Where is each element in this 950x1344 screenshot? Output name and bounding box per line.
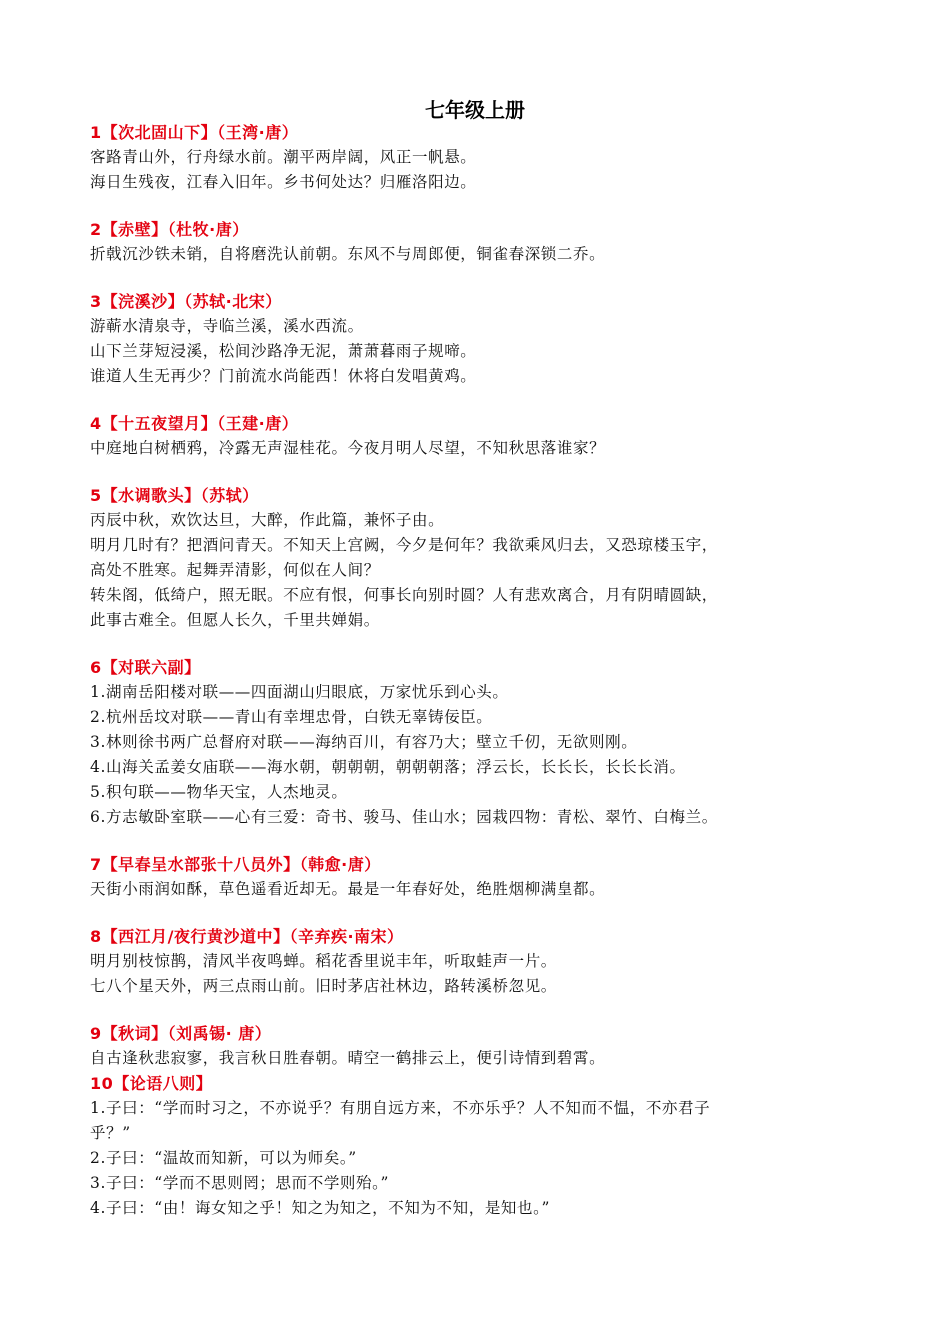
section-heading: 3【浣溪沙】（苏轼·北宋） xyxy=(90,292,282,311)
section-heading: 5【水调歌头】（苏轼） xyxy=(90,486,259,505)
text-line: 6.方志敏卧室联——心有三爱：奇书、骏马、佳山水；园栽四物：青松、翠竹、白梅兰。 xyxy=(90,808,718,826)
poem-section xyxy=(90,924,865,999)
section-heading: 10【论语八则】 xyxy=(90,1074,213,1093)
text-line: 明月几时有？把酒问青天。不知天上宫阙，今夕是何年？我欲乘风归去，又恐琼楼玉宇， xyxy=(90,536,718,554)
text-line: 明月别枝惊鹊，清风半夜鸣蝉。稻花香里说丰年，听取蛙声一片。 xyxy=(90,952,557,970)
text-line: 乎？” xyxy=(90,1124,131,1142)
text-line: 山下兰芽短浸溪，松间沙路净无泥，萧萧暮雨子规啼。 xyxy=(90,342,477,360)
text-line: 1.湖南岳阳楼对联——四面湖山归眼底，万家忧乐到心头。 xyxy=(90,683,509,701)
section-heading: 4【十五夜望月】（王建·唐） xyxy=(90,414,299,433)
section-heading: 9【秋词】（刘禹锡· 唐） xyxy=(90,1024,272,1043)
text-line: 自古逢秋悲寂寥，我言秋日胜春朝。晴空一鹤排云上，便引诗情到碧霄。 xyxy=(90,1049,606,1067)
document-body xyxy=(90,120,865,1221)
text-line: 客路青山外，行舟绿水前。潮平两岸阔，风正一帆悬。 xyxy=(90,148,477,166)
text-line: 谁道人生无再少？门前流水尚能西！休将白发唱黄鸡。 xyxy=(90,367,477,385)
poem-section xyxy=(90,289,865,389)
text-line: 4.山海关孟姜女庙联——海水朝，朝朝朝，朝朝朝落；浮云长，长长长，长长长消。 xyxy=(90,758,686,776)
text-line: 海日生残夜，江春入旧年。乡书何处达？归雁洛阳边。 xyxy=(90,173,477,191)
text-line: 高处不胜寒。起舞弄清影，何似在人间？ xyxy=(90,561,380,579)
poem-section xyxy=(90,1021,865,1071)
page-title: 七年级上册 xyxy=(425,98,525,122)
couplet-section xyxy=(90,655,865,830)
poem-section xyxy=(90,120,865,195)
section-heading: 1【次北固山下】（王湾·唐） xyxy=(90,123,299,142)
text-line: 天街小雨润如酥，草色遥看近却无。最是一年春好处，绝胜烟柳满皇都。 xyxy=(90,880,606,898)
text-line: 2.杭州岳坟对联——青山有幸埋忠骨，白铁无辜铸佞臣。 xyxy=(90,708,493,726)
text-line: 4.子曰：“由！诲女知之乎！知之为知之，不知为不知，是知也。” xyxy=(90,1199,550,1217)
text-line: 2.子曰：“温故而知新，可以为师矣。” xyxy=(90,1149,357,1167)
text-line: 游蕲水清泉寺，寺临兰溪，溪水西流。 xyxy=(90,317,364,335)
text-line: 中庭地白树栖鸦，冷露无声湿桂花。今夜月明人尽望，不知秋思落谁家？ xyxy=(90,439,606,457)
analects-section xyxy=(90,1071,865,1221)
text-line: 丙辰中秋，欢饮达旦，大醉，作此篇，兼怀子由。 xyxy=(90,511,445,529)
text-line: 1.子曰：“学而时习之，不亦说乎？有朋自远方来，不亦乐乎？人不知而不愠，不亦君子 xyxy=(90,1099,711,1117)
text-line: 转朱阁，低绮户，照无眠。不应有恨，何事长向别时圆？人有悲欢离合，月有阴晴圆缺， xyxy=(90,586,718,604)
text-line: 折戟沉沙铁未销，自将磨洗认前朝。东风不与周郎便，铜雀春深锁二乔。 xyxy=(90,245,606,263)
section-heading: 6【对联六副】 xyxy=(90,658,201,677)
poem-section xyxy=(90,411,865,461)
text-line: 5.积句联——物华天宝，人杰地灵。 xyxy=(90,783,348,801)
section-heading: 8【西江月/夜行黄沙道中】（辛弃疾·南宋） xyxy=(90,927,404,946)
poem-section xyxy=(90,852,865,902)
text-line: 此事古难全。但愿人长久，千里共婵娟。 xyxy=(90,611,380,629)
text-line: 七八个星天外，两三点雨山前。旧时茅店社林边，路转溪桥忽见。 xyxy=(90,977,557,995)
text-line: 3.子曰：“学而不思则罔；思而不学则殆。” xyxy=(90,1174,389,1192)
text-line: 3.林则徐书两广总督府对联——海纳百川，有容乃大；壁立千仞，无欲则刚。 xyxy=(90,733,638,751)
poem-section xyxy=(90,217,865,267)
poem-section xyxy=(90,483,865,633)
section-heading: 7【早春呈水部张十八员外】（韩愈·唐） xyxy=(90,855,381,874)
section-heading: 2【赤壁】（杜牧·唐） xyxy=(90,220,249,239)
